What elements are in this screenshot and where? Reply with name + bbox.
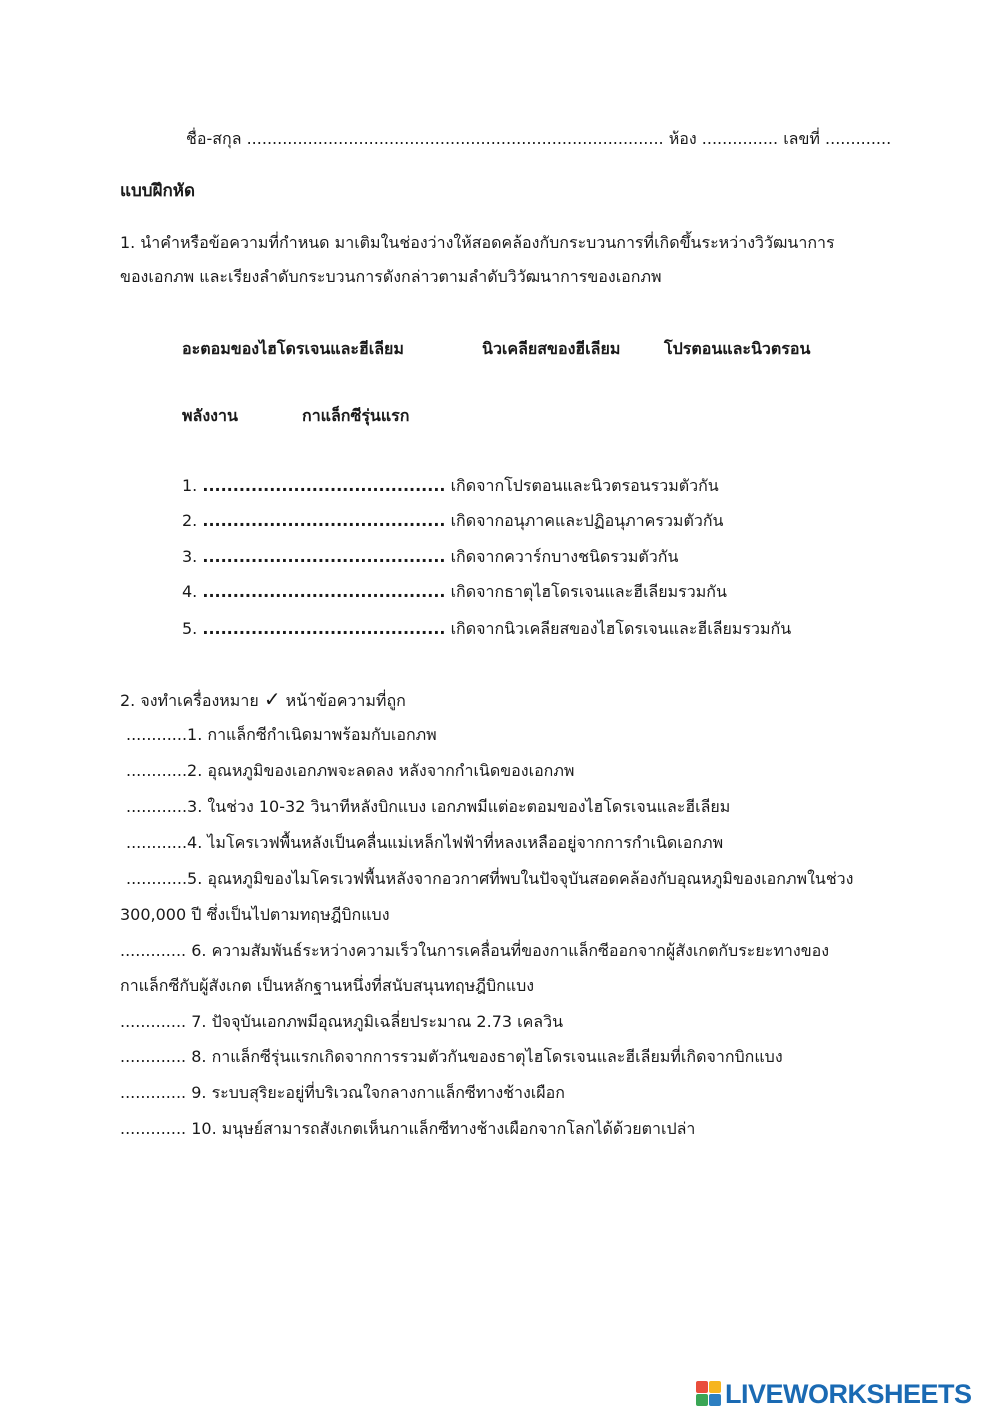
q1-item-text: เกิดจากธาตุไฮโดรเจนและฮีเลียมรวมกัน bbox=[450, 582, 727, 601]
q2-item bbox=[126, 760, 574, 782]
q2-answer-blank[interactable]: ............. bbox=[120, 1083, 187, 1102]
q2-answer-blank[interactable]: ............. bbox=[120, 1119, 187, 1138]
word-bank-item[interactable]: โปรตอนและนิวตรอน bbox=[664, 339, 811, 358]
q2-prompt-after: หน้าข้อความที่ถูก bbox=[285, 691, 406, 710]
q2-item-text: 4. ไมโครเวฟพื้นหลังเป็นคลื่นแม่เหล็กไฟฟ้าที่หลงเหลืออยู่จากการกำเนิดเอกภพ bbox=[187, 833, 724, 852]
q1-item-number: 1. bbox=[182, 476, 198, 495]
q1-item bbox=[182, 618, 791, 640]
q1-item bbox=[182, 510, 723, 532]
q1-item-text: เกิดจากโปรตอนและนิวตรอนรวมตัวกัน bbox=[450, 476, 719, 495]
q2-item bbox=[126, 724, 437, 746]
q1-item bbox=[182, 475, 719, 497]
q2-prompt bbox=[120, 688, 406, 712]
q2-item bbox=[126, 868, 853, 890]
q2-answer-blank[interactable]: ............ bbox=[126, 833, 188, 852]
word-bank-item[interactable]: อะตอมของไฮโดรเจนและฮีเลียม bbox=[182, 339, 404, 358]
word-bank-item[interactable]: กาแล็กซีรุ่นแรก bbox=[302, 406, 410, 425]
q1-prompt-line2: ของเอกภพ และเรียงลำดับกระบวนการดังกล่าวตามลำดับวิวัฒนาการของเอกภพ bbox=[120, 267, 662, 286]
q1-answer-blank[interactable]: ........................................ bbox=[202, 582, 446, 601]
q2-item-text: 7. ปัจจุบันเอกภพมีอุณหภูมิเฉลี่ยประมาณ 2.73 เคลวิน bbox=[191, 1012, 564, 1031]
q2-item bbox=[120, 1011, 563, 1033]
q1-prompt-line1: 1. นำคำหรือข้อความที่กำหนด มาเติมในช่องว่างให้สอดคล้องกับกระบวนการที่เกิดขึ้นระหว่างวิวัฒนาการ bbox=[120, 233, 835, 252]
q1-answer-blank[interactable]: ........................................ bbox=[202, 547, 446, 566]
q2-item-continuation: กาแล็กซีกับผู้สังเกต เป็นหลักฐานหนึ่งที่สนับสนุนทฤษฎีบิกแบง bbox=[120, 976, 535, 995]
q1-answer-blank[interactable]: ........................................ bbox=[202, 511, 446, 530]
section-title: แบบฝึกหัด bbox=[120, 181, 196, 201]
q1-item-number: 2. bbox=[182, 511, 198, 530]
q2-item-text: 1. กาแล็กซีกำเนิดมาพร้อมกับเอกภพ bbox=[187, 725, 437, 744]
logo-text: LIVEWORKSHEETS bbox=[725, 1378, 972, 1409]
q1-item bbox=[182, 581, 727, 603]
checkmark-icon: ✓ bbox=[263, 687, 281, 711]
q2-answer-blank[interactable]: ............. bbox=[120, 941, 187, 960]
room-blank[interactable]: ............... bbox=[701, 129, 779, 148]
q2-item-text: 9. ระบบสุริยะอยู่ที่บริเวณใจกลางกาแล็กซีทางช้างเผือก bbox=[191, 1083, 565, 1102]
q2-item-text: 3. ในช่วง 10-32 วินาทีหลังบิกแบง เอกภพมีแต่อะตอมของไฮโดรเจนและฮีเลียม bbox=[187, 797, 731, 816]
q1-item-number: 3. bbox=[182, 547, 198, 566]
room-label: ห้อง bbox=[668, 129, 697, 148]
liveworksheets-logo bbox=[696, 1378, 972, 1410]
q2-item bbox=[120, 1118, 695, 1140]
name-label: ชื่อ-สกุล bbox=[186, 129, 242, 148]
q2-item bbox=[120, 1046, 783, 1068]
q2-answer-blank[interactable]: ............ bbox=[126, 797, 188, 816]
q2-item-continuation: 300,000 ปี ซึ่งเป็นไปตามทฤษฎีบิกแบง bbox=[120, 905, 390, 924]
number-blank[interactable]: ............. bbox=[825, 129, 892, 148]
q2-prompt-before: 2. จงทำเครื่องหมาย bbox=[120, 691, 259, 710]
q2-item-text: 5. อุณหภูมิของไมโครเวฟพื้นหลังจากอวกาศที่พบในปัจจุบันสอดคล้องกับอุณหภูมิของเอกภพในช่วง bbox=[187, 869, 854, 888]
q1-item bbox=[182, 546, 678, 568]
student-info-line bbox=[186, 128, 891, 150]
q2-item-text: 6. ความสัมพันธ์ระหว่างความเร็วในการเคลื่อนที่ของกาแล็กซีออกจากผู้สังเกตกับระยะทางของ bbox=[191, 941, 830, 960]
q1-item-text: เกิดจากนิวเคลียสของไฮโดรเจนและฮีเลียมรวมกัน bbox=[450, 619, 792, 638]
q2-answer-blank[interactable]: ............ bbox=[126, 725, 188, 744]
logo-mark-icon bbox=[696, 1381, 722, 1407]
name-blank[interactable]: .................................................................................. bbox=[246, 129, 664, 148]
q1-item-text: เกิดจากควาร์กบางชนิดรวมตัวกัน bbox=[450, 547, 679, 566]
q2-item-text: 2. อุณหภูมิของเอกภพจะลดลง หลังจากกำเนิดของเอกภพ bbox=[187, 761, 575, 780]
q2-answer-blank[interactable]: ............. bbox=[120, 1047, 187, 1066]
q2-answer-blank[interactable]: ............ bbox=[126, 869, 188, 888]
q2-item bbox=[126, 832, 723, 854]
number-label: เลขที่ bbox=[783, 129, 820, 148]
q1-item-text: เกิดจากอนุภาคและปฏิอนุภาครวมตัวกัน bbox=[450, 511, 724, 530]
q2-item bbox=[126, 796, 730, 818]
q1-item-number: 5. bbox=[182, 619, 198, 638]
q1-item-number: 4. bbox=[182, 582, 198, 601]
word-bank-item[interactable]: นิวเคลียสของฮีเลียม bbox=[482, 339, 621, 358]
word-bank-item[interactable]: พลังงาน bbox=[182, 406, 238, 425]
q2-item-text: 8. กาแล็กซีรุ่นแรกเกิดจากการรวมตัวกันของธาตุไฮโดรเจนและฮีเลียมที่เกิดจากบิกแบง bbox=[191, 1047, 783, 1066]
q2-item-text: 10. มนุษย์สามารถสังเกตเห็นกาแล็กซีทางช้างเผือกจากโลกได้ด้วยตาเปล่า bbox=[191, 1119, 696, 1138]
q2-item bbox=[120, 940, 829, 962]
q2-item bbox=[120, 1082, 565, 1104]
q2-answer-blank[interactable]: ............ bbox=[126, 761, 188, 780]
q2-answer-blank[interactable]: ............. bbox=[120, 1012, 187, 1031]
q1-answer-blank[interactable]: ........................................ bbox=[202, 476, 446, 495]
q1-answer-blank[interactable]: ........................................ bbox=[202, 619, 446, 638]
